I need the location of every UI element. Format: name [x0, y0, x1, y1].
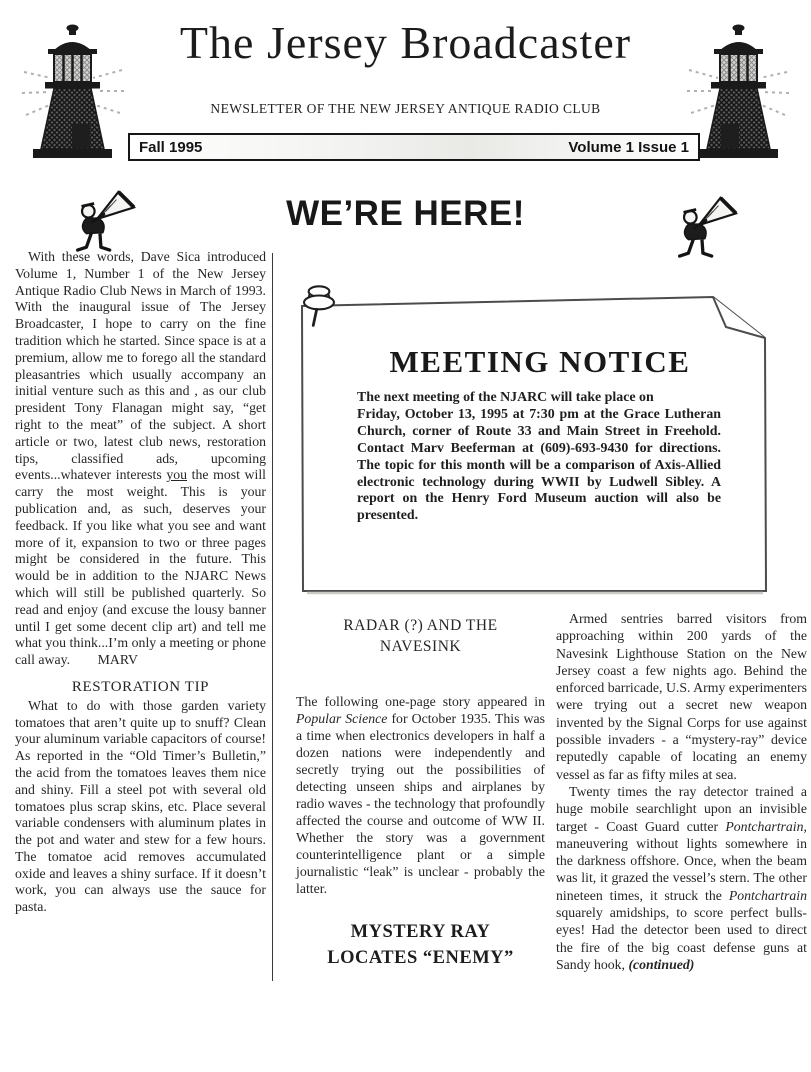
newsletter-subtitle: NEWSLETTER OF THE NEW JERSEY ANTIQUE RADIO CLUB [210, 101, 601, 116]
mystery-ray-paragraph-1: Armed sentries barred visitors from approaching within 200 yards of the Navesink Lighthouse Station on the New Jersey coast a few nights ago. Behind the enforced barricade, U.S. Army experimenters were trying out a secret new weapon invented by the Signal Corps for use against possible invaders - a “mystery-ray” device reputedly capable of locating an enemy vessel as far as fifty miles at sea. [556, 611, 807, 782]
meeting-notice-body: The next meeting of the NJARC will take place on Friday, October 13, 1995 at 7:30 pm at the Grace Lutheran Church, corner of Route 33 and Main Street in Freehold. Contact Marv Beeferman at (609)-693-9430 for directions. The topic for this month will be a comparison of Axis-Allied electronic technology during WWII by Ludwell Sibley. A report on the Henry Ford Museum auction will also be presented. [357, 390, 721, 524]
radar-heading-line2: NAVESINK [379, 638, 462, 655]
headline: WE’RE HERE! [286, 194, 525, 233]
issue-season-label: Fall 1995 [139, 138, 203, 156]
radar-heading-line1: RADAR (?) AND THE [343, 617, 498, 634]
radar-article-heading [296, 615, 545, 657]
newsletter-title: The Jersey Broadcaster [179, 17, 632, 68]
restoration-tip-heading: RESTORATION TIP [71, 678, 210, 695]
left-column [15, 249, 266, 916]
issue-volume-label: Volume 1 Issue 1 [568, 138, 689, 156]
meeting-notice-title: MEETING NOTICE [389, 344, 691, 379]
restoration-tip-body: What to do with those garden variety tomatoes that aren’t quite up to snuff? Clean your aluminum variable capacitors of course! As reported in the “Old Timer’s Bulletin,” the acid from the tomatoes leaves them nice and shiny. Fill a steel pot with several old tomatoes plus scrap skins, etc. Place several variable condensers with aluminum plates in the pot and water and stew for a few hours. The tomatoe acid removes accumulated oxide and leaves a shiny surface. If it doesn’t work, you can always use the sauce for pasta. [15, 697, 266, 915]
town-crier-megaphone-icon [662, 192, 740, 260]
right-column [556, 610, 807, 973]
mystery-subheading-line1: MYSTERY RAY [350, 922, 491, 942]
pushpin-icon [296, 278, 342, 336]
radar-article-body: The following one-page story appeared in Popular Science for October 1935. This was a time when electronics developers in half a dozen nations were independently and secretly trying out the possibilities of detecting unseen ships and airplanes by radio waves - the technology that profoundly affected the course and outcome of WW II. Whether the story was a government counterintelligence plant or a simple journalistic “leak” is unclear - probably the latter. [296, 694, 545, 896]
column-divider [272, 253, 273, 981]
mystery-subheading-line2: LOCATES “ENEMY” [327, 948, 514, 968]
mystery-ray-paragraph-2: Twenty times the ray detector trained a huge mobile searchlight upon an invisible target - Coast Guard cutter Pontchartrain, maneuvering without lights somewhere in the darkness offshore. Once, when the beam was lit, it grazed the vessel’s stern. The other nineteen times, it struck the Pontchartrain squarely amidships, to score perfect bulls-eyes! Had the detector been used to direct the fire of the big coast defense guns at Sandy hook, (continued) [556, 783, 807, 972]
issue-bar [128, 133, 700, 161]
mystery-ray-subheading [296, 919, 545, 971]
intro-article-paragraph: With these words, Dave Sica introduced Volume 1, Number 1 of the New Jersey Antique Radio Club News in March of 1993. With the inaugural issue of The Jersey Broadcaster, I hope to carry on the fine tradition which he started. Since space is at a premium, allow me to forego all the standard pleasantries which usually accompany an initial venture such as this and , as our club president Tony Flanagan might say, “get right to the meat” of the subject. A short article or two, latest club news, restoration tips, classified ads, upcoming events...whatever interests you the most will carry the most weight. This is your publication and, as such, deserves your feedback. If you like what you see and want more of it, expansion to two or three pages might be considered in the future. This would be in addition to the NJARC News which will still be published quarterly. So read and enjoy (and excuse the lousy banner until I get some decent clip art) and tell me what you think...I’m only a meeting or phone call away. MARV [15, 249, 267, 668]
middle-column [296, 615, 545, 971]
meeting-notice [299, 294, 771, 596]
